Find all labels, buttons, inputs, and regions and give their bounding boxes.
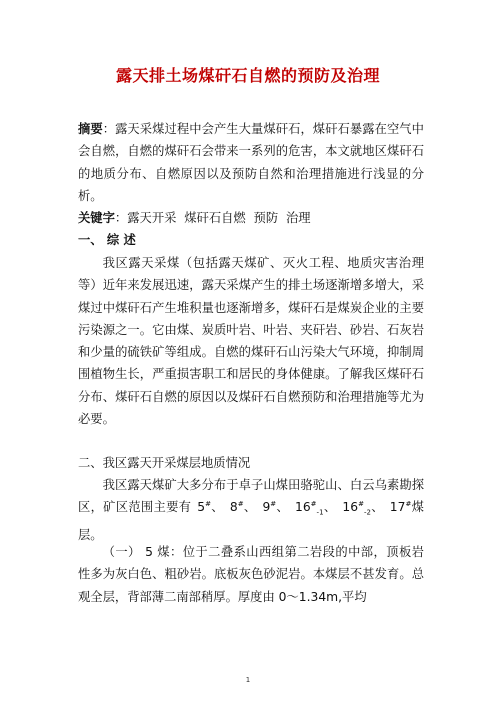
coal-seam-mark: # bbox=[405, 500, 412, 509]
coal-seam-item bbox=[230, 500, 257, 514]
document-title: 露天排土场煤矸石自燃的预防及治理 bbox=[115, 66, 380, 85]
coal-seam-separator: 、 bbox=[243, 500, 257, 515]
coal-seam-number: 9 bbox=[262, 500, 271, 515]
section-2-heading: 二、我区露天开采煤层地质情况 bbox=[78, 456, 251, 470]
keywords-colon: ： bbox=[114, 211, 128, 225]
coal-seam-mark: # bbox=[310, 500, 317, 509]
subsection-5-coal-label: （一） 5 煤： bbox=[102, 545, 183, 559]
keywords-text: 露天开采 煤矸石自燃 预防 治理 bbox=[127, 211, 311, 225]
section-2-paragraph-prefix: 我区露天煤矿大多分布于卓子山煤田骆驼山、白云乌素勘探区，矿区范围主要有 bbox=[78, 478, 424, 515]
section-2-paragraph bbox=[78, 474, 424, 546]
coal-seam-mark: # bbox=[237, 500, 244, 509]
abstract-colon: ： bbox=[102, 122, 116, 136]
page-number: 1 bbox=[245, 676, 251, 684]
section-1-paragraph: 我区露天采煤（包括露天煤矿、灭火工程、地质灾害治理等）近年来发展迅速，露天采煤产生的排土场逐渐增多增大，采煤过中煤矸石产生堆积量也逐渐增多，煤矸石是煤炭企业的主要污染源之一。它由煤、炭质叶岩、叶岩、夹矸岩、砂岩、石灰岩和少量的硫铁矿等组成。自燃的煤矸石山污染大气环境，抑制周围植物生长，严重损害职工和居民的身体健康。了解我区煤矸石分布、煤矸石自燃的原因以及煤矸石自燃预防和治理措施等尤为必要。 bbox=[78, 256, 424, 427]
coal-seam-item bbox=[295, 500, 337, 517]
coal-seam-subscript: -2 bbox=[363, 508, 371, 517]
coal-seam-separator: 、 bbox=[323, 500, 337, 515]
coal-seam-item bbox=[262, 500, 289, 514]
coal-seam-mark: # bbox=[205, 500, 211, 509]
abstract-paragraph bbox=[78, 118, 424, 207]
coal-seam-mark: # bbox=[358, 500, 364, 509]
keywords-label: 关键字 bbox=[78, 211, 115, 225]
subsection-5-coal-paragraph bbox=[78, 541, 424, 608]
abstract-label: 摘要 bbox=[78, 122, 103, 136]
coal-seam-separator: 、 bbox=[370, 500, 384, 515]
section-1-heading: 一、 综 述 bbox=[78, 233, 136, 247]
coal-seam-subscript: -1 bbox=[316, 508, 324, 517]
coal-seam-item bbox=[197, 500, 224, 514]
coal-seam-number: 16 bbox=[295, 500, 311, 515]
coal-seam-number: 5 bbox=[197, 500, 206, 515]
subsection-5-coal-text: 位于二叠系山西组第二岩段的中部，顶板岩性多为灰白色、粗砂岩。底板灰色砂泥岩。本煤层不甚发育。总观全层，背部薄二南部稍厚。厚度由 0～1.34m,平均 bbox=[78, 545, 424, 604]
coal-seam-separator: 、 bbox=[210, 500, 224, 515]
section-2-paragraph-suffix: 煤层。 bbox=[78, 500, 424, 543]
coal-seam-separator: 、 bbox=[276, 500, 290, 515]
coal-seam-number: 17 bbox=[389, 500, 406, 515]
coal-seam-item bbox=[390, 500, 412, 514]
coal-seam-number: 16 bbox=[342, 500, 359, 515]
coal-seam-item bbox=[342, 500, 384, 517]
coal-seam-list bbox=[191, 500, 412, 517]
coal-seam-mark: # bbox=[270, 500, 277, 509]
keywords-line bbox=[78, 207, 424, 229]
coal-seam-number: 8 bbox=[229, 500, 238, 515]
abstract-text: 露天采煤过程中会产生大量煤矸石，煤矸石暴露在空气中会自燃，自燃的煤矸石会带来一系列的危害，本文就地区煤矸石的地质分布、自燃原因以及预防自然和治理措施进行浅显的分析。 bbox=[78, 122, 424, 203]
